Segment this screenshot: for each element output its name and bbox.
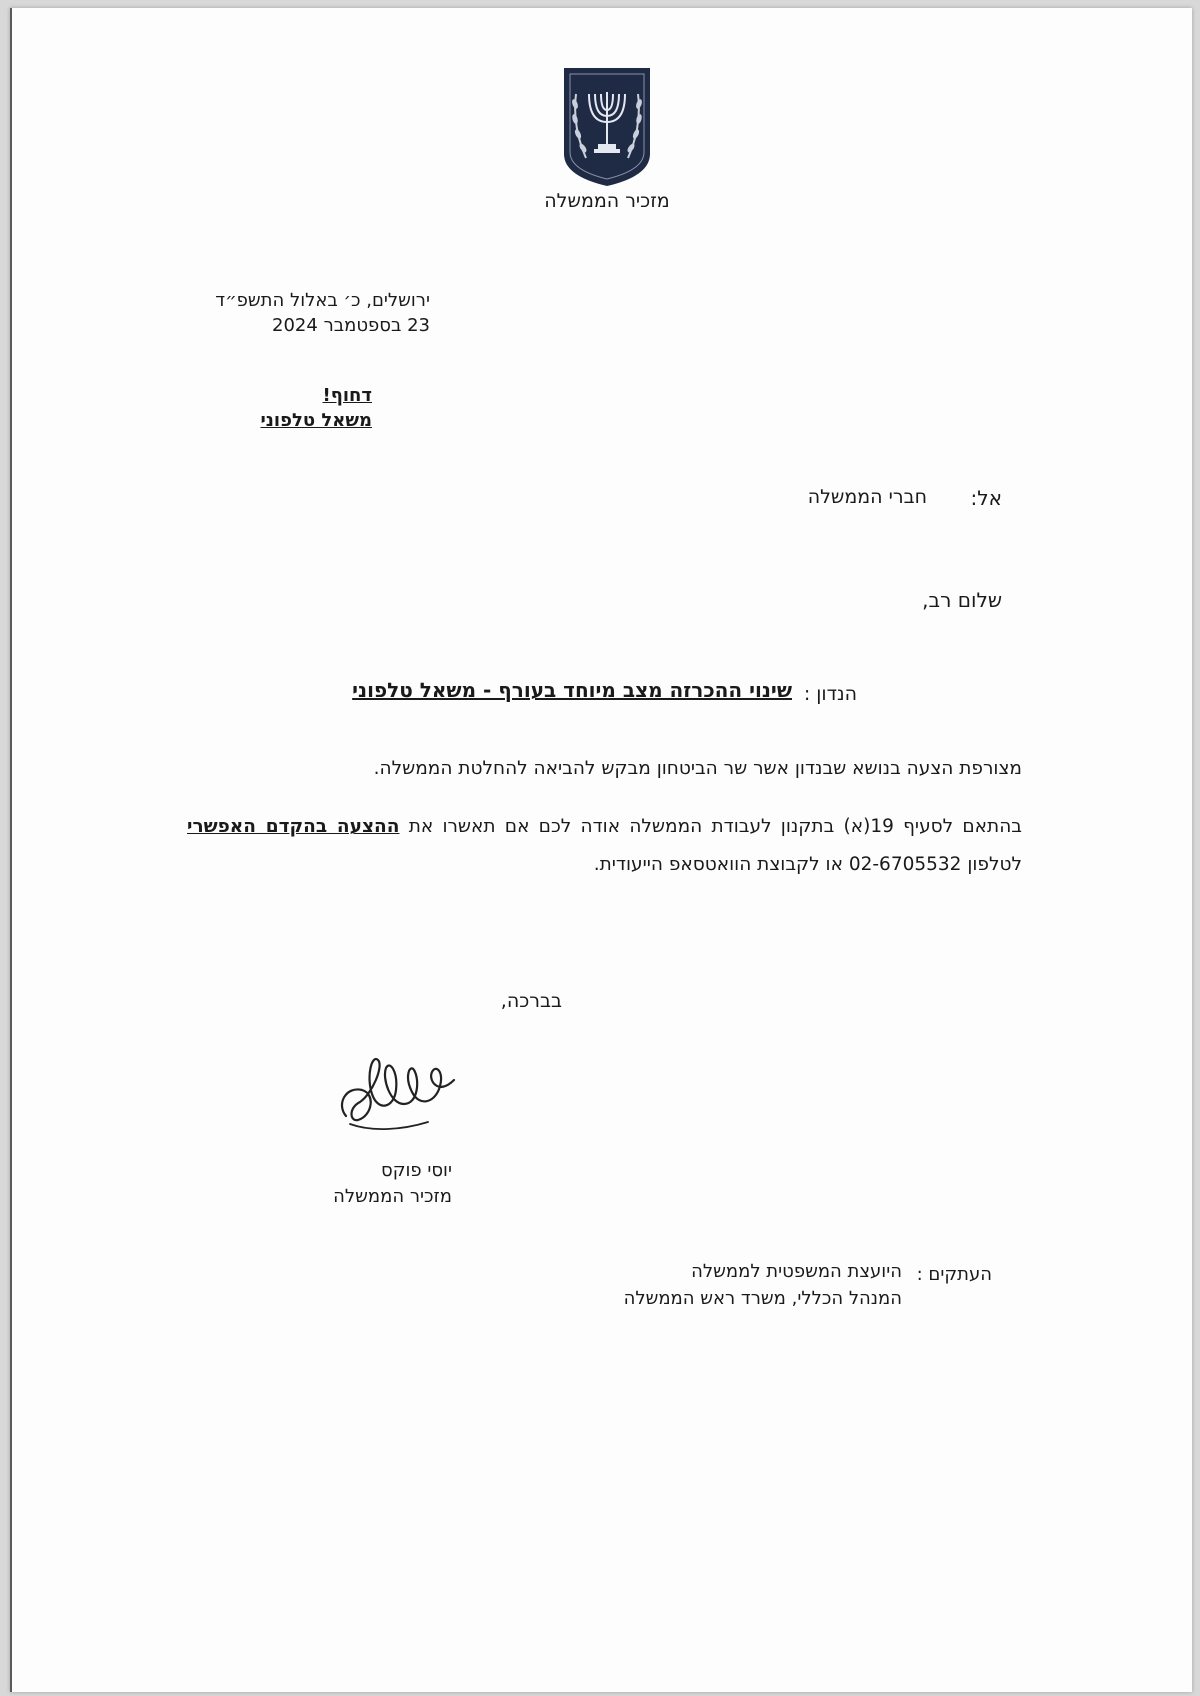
- urgency-notice: [222, 383, 372, 433]
- subject-label: הנדון :: [803, 683, 857, 705]
- office-caption: מזכיר הממשלה: [544, 190, 670, 212]
- para2-end: לטלפון 02-6705532 או לקבוצת הוואטסאפ הייעודית.: [593, 854, 1022, 875]
- para2-start: בהתאם לסעיף 19(א) בתקנון לעבודת הממשלה אודה לכם אם תאשרו את: [399, 816, 1022, 837]
- signer-name: יוסי פוקס: [381, 1160, 452, 1181]
- urgent-label: דחוף!: [322, 385, 372, 406]
- handwritten-signature-icon: [332, 1046, 462, 1136]
- body-paragraph-1: מצורפת הצעה בנושא שבנדון אשר שר הביטחון מבקש להביאה להחלטת הממשלה.: [373, 758, 1022, 779]
- signer-block: [292, 1158, 452, 1210]
- para2-emphasis: ההצעה בהקדם האפשרי: [187, 816, 400, 837]
- cc-list: [582, 1258, 902, 1312]
- greeting: שלום רב,: [922, 588, 1002, 612]
- gregorian-date: 23 בספטמבר 2024: [272, 315, 430, 336]
- date-block: [190, 288, 430, 338]
- body-paragraph-2: [187, 808, 1022, 884]
- phone-poll-label: משאל טלפוני: [260, 410, 372, 431]
- recipient-value: חברי הממשלה: [807, 486, 927, 508]
- hebrew-date: ירושלים, כ׳ באלול התשפ״ד: [215, 290, 430, 311]
- subject-text: שינוי ההכרזה מצב מיוחד בעורף - משאל טלפוני: [352, 678, 792, 702]
- recipient-label: אל:: [970, 486, 1002, 510]
- letter-page: [10, 8, 1192, 1692]
- closing: בברכה,: [500, 990, 562, 1012]
- cc-label: העתקים :: [916, 1264, 992, 1285]
- cc-item: היועצת המשפטית לממשלה: [691, 1261, 902, 1282]
- signer-title: מזכיר הממשלה: [333, 1186, 452, 1207]
- state-emblem-icon: [560, 64, 654, 190]
- cc-item: המנהל הכללי, משרד ראש הממשלה: [623, 1288, 902, 1309]
